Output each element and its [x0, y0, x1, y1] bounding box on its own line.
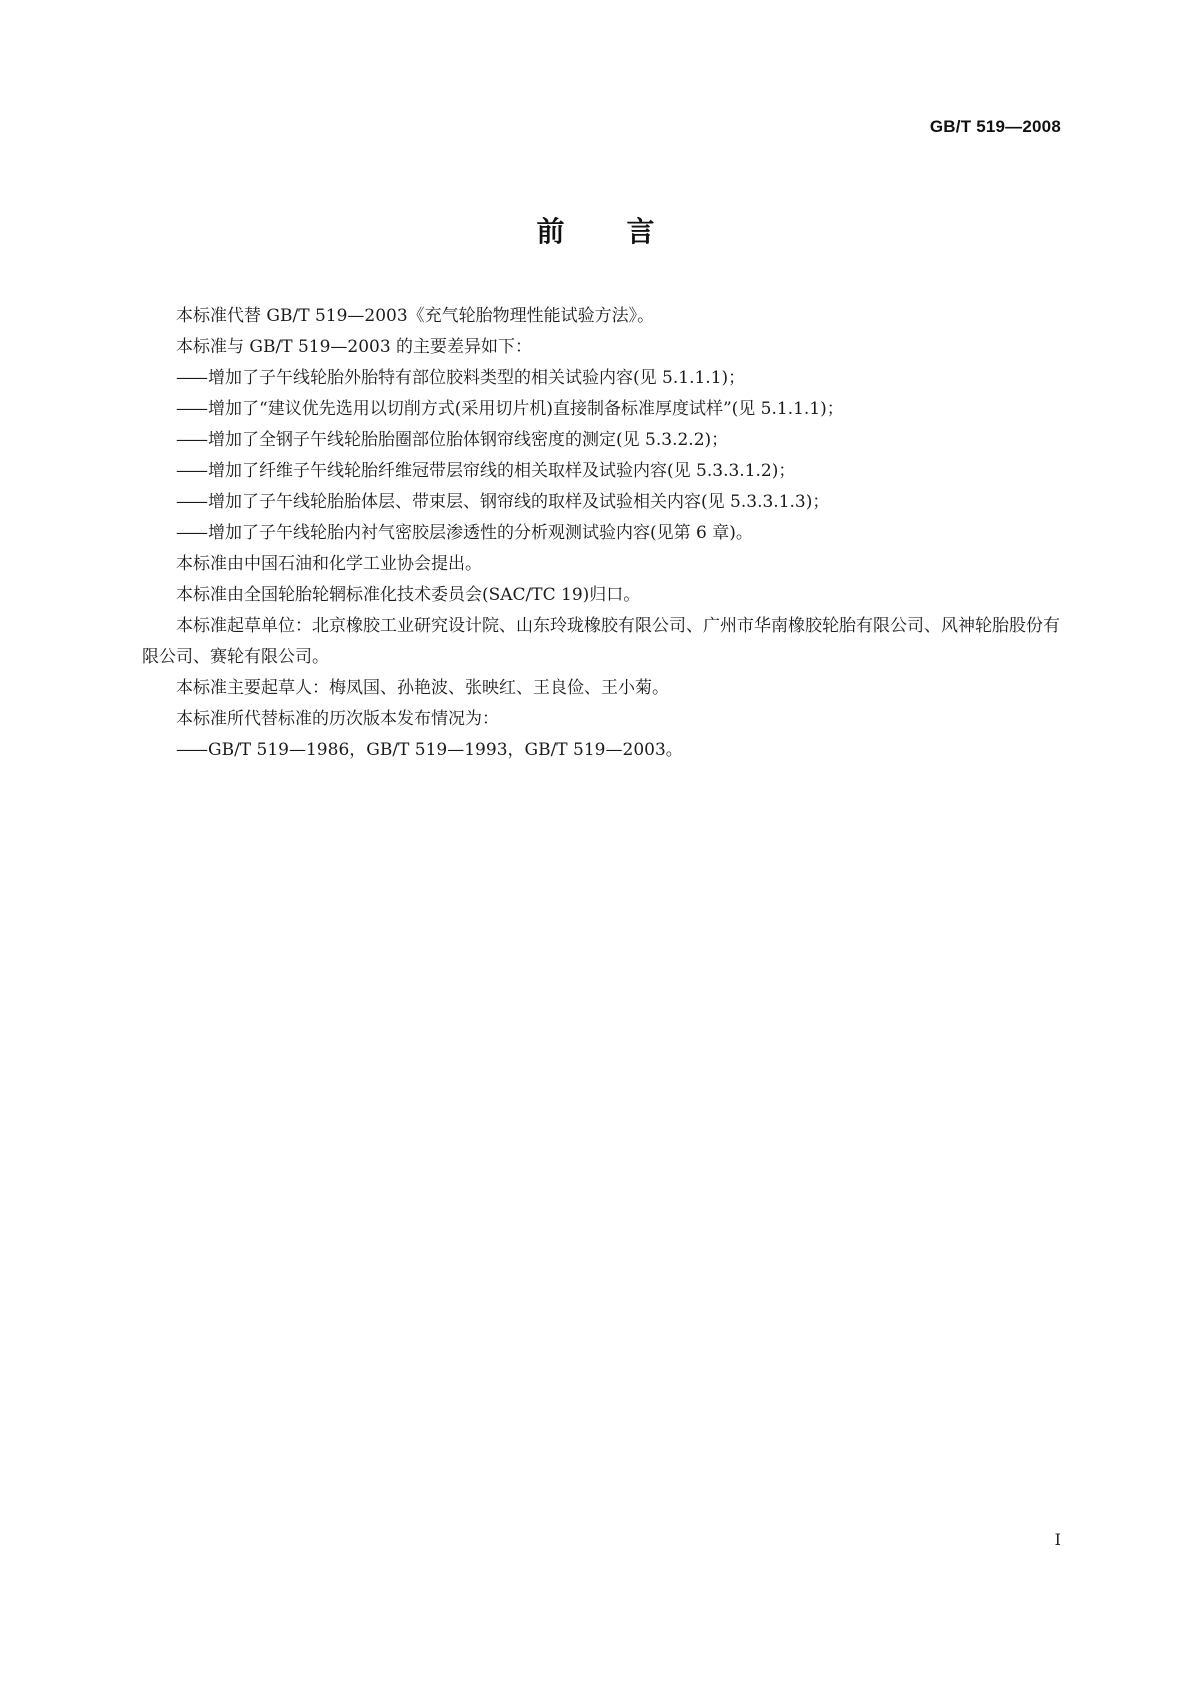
- paragraph-proposed-by: 本标准由中国石油和化学工业协会提出。: [176, 554, 482, 574]
- difference-item: [142, 456, 1066, 487]
- dash-mark: ——: [176, 461, 206, 481]
- dash-mark: ——: [176, 368, 206, 388]
- title-char-1: 前: [536, 215, 565, 248]
- page-number: I: [1054, 1530, 1061, 1549]
- foreword-body: [142, 301, 1066, 766]
- dash-mark: ——: [176, 523, 206, 543]
- standard-number-header: GB/T 519—2008: [929, 117, 1061, 136]
- paragraph-drafting-units: 本标准起草单位：北京橡胶工业研究设计院、山东玲珑橡胶有限公司、广州市华南橡胶轮胎有限公司、风神轮胎股份有限公司、赛轮有限公司。: [142, 616, 1060, 667]
- history-item: [142, 735, 1066, 766]
- paragraph-replaces: 本标准代替 GB/T 519—2003《充气轮胎物理性能试验方法》。: [176, 306, 655, 326]
- history-item-text: GB/T 519—1986，GB/T 519—1993，GB/T 519—2003。: [208, 740, 683, 760]
- difference-item-text: 增加了“建议优先选用以切削方式(采用切片机)直接制备标准厚度试样”(见 5.1.1.1)；: [208, 399, 844, 419]
- difference-item: [142, 394, 1066, 425]
- paragraph-managed-by: 本标准由全国轮胎轮辋标准化技术委员会(SAC/TC 19)归口。: [176, 585, 641, 605]
- dash-mark: ——: [176, 492, 206, 512]
- difference-item: [142, 363, 1066, 394]
- paragraph-differences-intro: 本标准与 GB/T 519—2003 的主要差异如下：: [176, 337, 533, 357]
- dash-mark: ——: [176, 740, 206, 760]
- difference-item-text: 增加了子午线轮胎内衬气密胶层渗透性的分析观测试验内容(见第 6 章)。: [208, 523, 753, 543]
- difference-item: [142, 425, 1066, 456]
- difference-item-text: 增加了纤维子午线轮胎纤维冠带层帘线的相关取样及试验内容(见 5.3.3.1.2)；: [208, 461, 796, 481]
- difference-item-text: 增加了子午线轮胎胎体层、带束层、钢帘线的取样及试验相关内容(见 5.3.3.1.3)；: [208, 492, 830, 512]
- paragraph-drafters: 本标准主要起草人：梅凤国、孙艳波、张映红、王良俭、王小菊。: [176, 678, 669, 698]
- difference-item-text: 增加了子午线轮胎外胎特有部位胶料类型的相关试验内容(见 5.1.1.1)；: [208, 368, 746, 388]
- dash-mark: ——: [176, 399, 206, 419]
- difference-item: [142, 518, 1066, 549]
- dash-mark: ——: [176, 430, 206, 450]
- difference-item: [142, 487, 1066, 518]
- title-char-2: 言: [626, 215, 655, 248]
- difference-item-text: 增加了全钢子午线轮胎胎圈部位胎体钢帘线密度的测定(见 5.3.2.2)；: [208, 430, 729, 450]
- page-title: [0, 210, 1191, 250]
- paragraph-history-intro: 本标准所代替标准的历次版本发布情况为：: [176, 709, 499, 729]
